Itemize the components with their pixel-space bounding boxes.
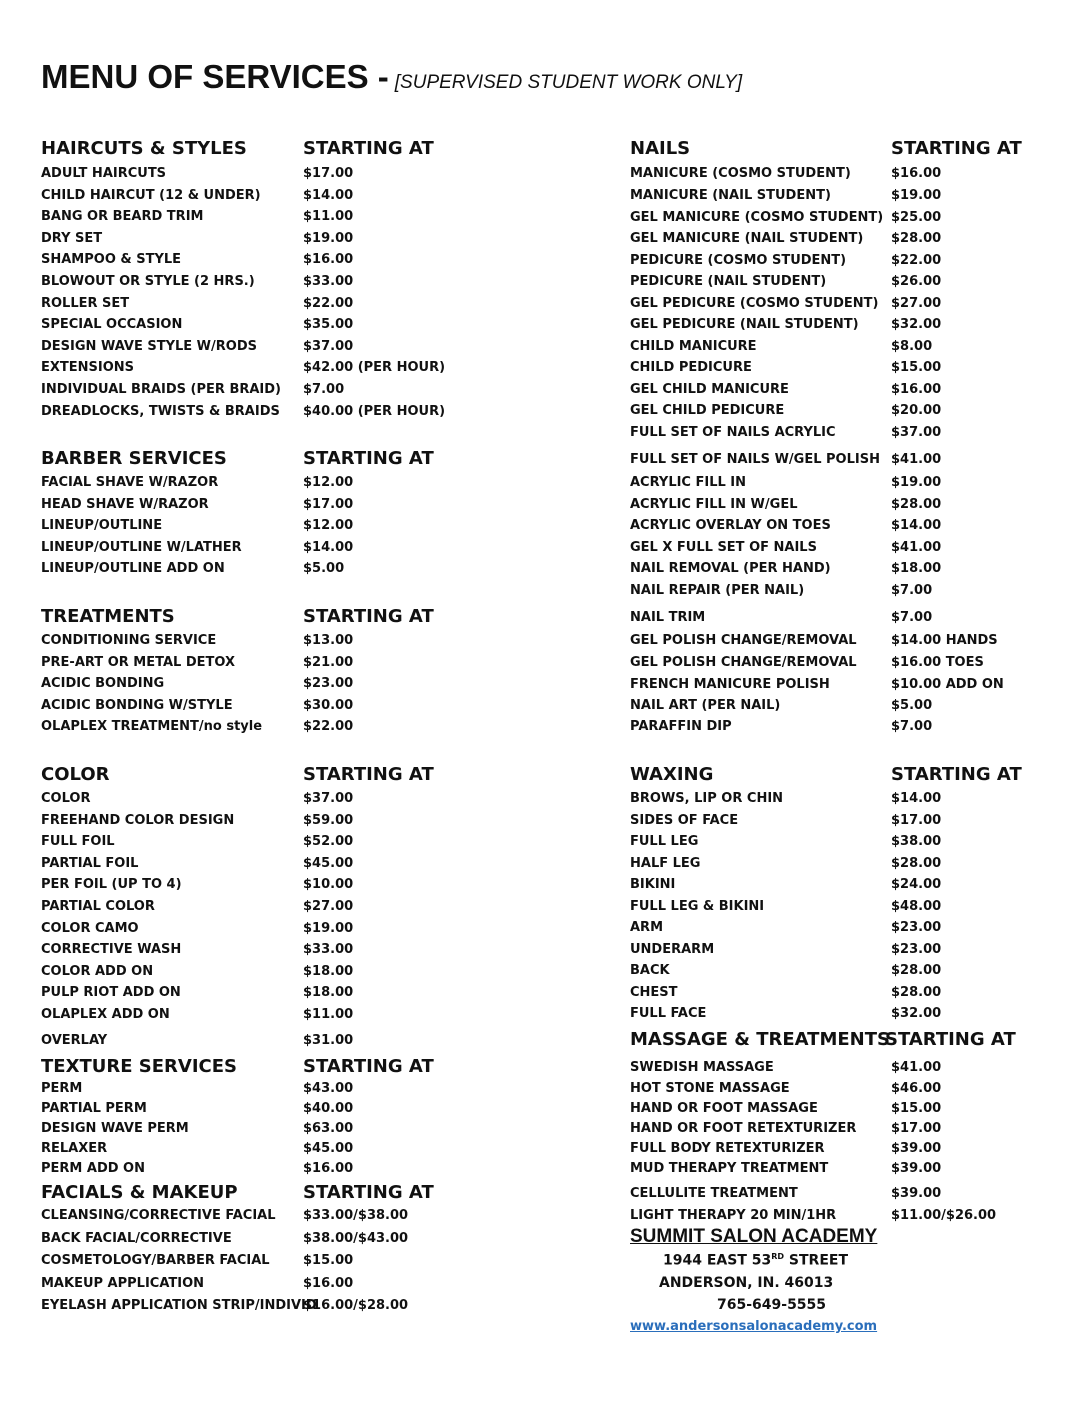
service-price: $5.00 bbox=[303, 561, 345, 576]
service-price: $15.00 bbox=[891, 1101, 942, 1116]
service-price: $18.00 bbox=[303, 963, 354, 979]
service-price: $19.00 bbox=[891, 188, 942, 203]
service-price: $33.00 bbox=[303, 274, 354, 289]
service-price: $39.00 bbox=[891, 1161, 942, 1176]
service-name: FULL SET OF NAILS W/GEL POLISH bbox=[630, 452, 880, 467]
service-price: $14.00 bbox=[303, 187, 354, 203]
service-name: DESIGN WAVE STYLE W/RODS bbox=[41, 338, 257, 354]
service-name: LINEUP/OUTLINE ADD ON bbox=[41, 561, 225, 576]
starting-at-label: STARTING AT bbox=[303, 1182, 434, 1203]
service-price: $23.00 bbox=[891, 920, 942, 935]
service-name: GEL CHILD MANICURE bbox=[630, 382, 789, 397]
service-price: $39.00 bbox=[891, 1141, 942, 1156]
academy-street bbox=[663, 1252, 848, 1269]
service-name: COLOR bbox=[41, 791, 91, 806]
service-name: CHILD PEDICURE bbox=[630, 360, 752, 375]
menu-subtitle: [SUPERVISED STUDENT WORK ONLY] bbox=[394, 72, 743, 93]
service-name: GEL POLISH CHANGE/REMOVAL bbox=[630, 655, 857, 670]
service-name: FRENCH MANICURE POLISH bbox=[630, 677, 830, 692]
service-price: $16.00 bbox=[303, 1275, 354, 1291]
section-title: HAIRCUTS & STYLES bbox=[41, 138, 247, 159]
service-name: CHILD HAIRCUT (12 & UNDER) bbox=[41, 187, 261, 203]
service-name: CONDITIONING SERVICE bbox=[41, 633, 217, 648]
service-name: BANG OR BEARD TRIM bbox=[41, 209, 204, 225]
service-name: HOT STONE MASSAGE bbox=[630, 1081, 790, 1096]
service-name: CORRECTIVE WASH bbox=[41, 942, 182, 958]
service-name: NAIL REMOVAL (PER HAND) bbox=[630, 561, 831, 576]
service-name: PARTIAL COLOR bbox=[41, 899, 155, 914]
service-price: $18.00 bbox=[891, 561, 942, 576]
service-name: FULL FOIL bbox=[41, 834, 115, 850]
service-name: MUD THERAPY TREATMENT bbox=[630, 1161, 829, 1176]
service-price: $22.00 bbox=[303, 295, 354, 311]
service-price: $7.00 bbox=[891, 610, 933, 625]
service-price: $14.00 bbox=[303, 539, 354, 555]
service-name: OLAPLEX TREATMENT/no style bbox=[41, 719, 263, 735]
service-price: $17.00 bbox=[891, 812, 942, 828]
service-name: BLOWOUT OR STYLE (2 HRS.) bbox=[41, 274, 255, 289]
service-price: $45.00 bbox=[303, 855, 354, 871]
service-price: $19.00 bbox=[303, 920, 354, 936]
service-price: $28.00 bbox=[891, 855, 942, 871]
service-name: COLOR ADD ON bbox=[41, 963, 154, 979]
service-name: ACRYLIC FILL IN W/GEL bbox=[630, 497, 798, 512]
service-name: SHAMPOO & STYLE bbox=[41, 252, 182, 268]
service-name: ACIDIC BONDING bbox=[41, 676, 165, 692]
street-name: STREET bbox=[784, 1252, 849, 1269]
service-name: ACRYLIC FILL IN bbox=[630, 475, 747, 490]
starting-at-label: STARTING AT bbox=[303, 448, 434, 469]
service-name: SIDES OF FACE bbox=[630, 812, 739, 828]
service-price: $11.00 bbox=[303, 1007, 354, 1022]
service-price: $17.00 bbox=[891, 1121, 942, 1136]
section-title: TEXTURE SERVICES bbox=[41, 1056, 237, 1077]
service-price: $37.00 bbox=[891, 425, 942, 440]
service-price: $11.00/$26.00 bbox=[891, 1208, 997, 1223]
service-name: EXTENSIONS bbox=[41, 360, 135, 376]
service-price: $16.00 TOES bbox=[891, 655, 984, 670]
service-name: PRE-ART OR METAL DETOX bbox=[41, 654, 235, 670]
service-name: BIKINI bbox=[630, 877, 676, 892]
service-name: HEAD SHAVE W/RAZOR bbox=[41, 496, 209, 512]
section-title: COLOR bbox=[41, 764, 110, 785]
service-price: $41.00 bbox=[891, 452, 942, 467]
service-price: $38.00/$43.00 bbox=[303, 1230, 409, 1246]
service-name: PARAFFIN DIP bbox=[630, 719, 732, 734]
service-name: LINEUP/OUTLINE bbox=[41, 518, 163, 533]
service-price: $38.00 bbox=[891, 834, 942, 849]
academy-website-link[interactable]: www.andersonsalonacademy.com bbox=[630, 1319, 878, 1334]
service-name: ACIDIC BONDING W/STYLE bbox=[41, 697, 233, 713]
service-name: CELLULITE TREATMENT bbox=[630, 1186, 798, 1201]
service-name: BROWS, LIP OR CHIN bbox=[630, 791, 784, 806]
service-name: PER FOIL (UP TO 4) bbox=[41, 877, 182, 893]
service-price: $16.00/$28.00 bbox=[303, 1298, 409, 1313]
service-price: $16.00 bbox=[303, 1161, 354, 1176]
service-price: $22.00 bbox=[303, 719, 354, 735]
service-name: BACK bbox=[630, 963, 670, 978]
service-price: $19.00 bbox=[303, 230, 354, 246]
service-name: GEL X FULL SET OF NAILS bbox=[630, 540, 817, 555]
service-price: $39.00 bbox=[891, 1186, 942, 1201]
service-price: $20.00 bbox=[891, 403, 942, 418]
service-price: $32.00 bbox=[891, 317, 942, 332]
service-price: $43.00 bbox=[303, 1081, 354, 1096]
service-name: NAIL TRIM bbox=[630, 610, 706, 625]
service-price: $48.00 bbox=[891, 898, 942, 914]
service-name: GEL CHILD PEDICURE bbox=[630, 403, 785, 418]
service-name: GEL MANICURE (COSMO STUDENT) bbox=[630, 210, 884, 225]
service-name: FULL LEG bbox=[630, 834, 699, 849]
section-title: WAXING bbox=[630, 764, 714, 785]
service-price: $42.00 (PER HOUR) bbox=[303, 360, 446, 376]
service-price: $18.00 bbox=[303, 985, 354, 1001]
service-name: RELAXER bbox=[41, 1141, 108, 1156]
service-price: $8.00 bbox=[891, 339, 933, 354]
service-price: $14.00 HANDS bbox=[891, 633, 998, 648]
starting-at-label: STARTING AT bbox=[891, 764, 1022, 785]
service-price: $35.00 bbox=[303, 317, 354, 333]
service-price: $27.00 bbox=[303, 899, 354, 914]
service-name: EYELASH APPLICATION STRIP/INDIVID bbox=[41, 1298, 317, 1313]
service-name: FULL FACE bbox=[630, 1006, 707, 1021]
service-name: ADULT HAIRCUTS bbox=[41, 166, 167, 181]
service-name: COLOR CAMO bbox=[41, 920, 139, 936]
service-name: INDIVIDUAL BRAIDS (PER BRAID) bbox=[41, 382, 281, 397]
service-price: $40.00 bbox=[303, 1101, 354, 1116]
service-name: ACRYLIC OVERLAY ON TOES bbox=[630, 518, 831, 533]
service-price: $40.00 (PER HOUR) bbox=[303, 403, 446, 419]
service-price: $21.00 bbox=[303, 654, 354, 670]
service-price: $37.00 bbox=[303, 338, 354, 354]
service-price: $33.00 bbox=[303, 942, 354, 958]
street-number: 1944 EAST 53 bbox=[663, 1252, 772, 1269]
service-price: $30.00 bbox=[303, 697, 354, 713]
service-name: CHEST bbox=[630, 984, 678, 1000]
section-title: BARBER SERVICES bbox=[41, 448, 227, 469]
service-name: GEL MANICURE (NAIL STUDENT) bbox=[630, 231, 864, 246]
service-price: $12.00 bbox=[303, 475, 354, 490]
academy-phone: 765-649-5555 bbox=[717, 1297, 827, 1313]
service-name: CLEANSING/CORRECTIVE FACIAL bbox=[41, 1208, 276, 1223]
service-name: SPECIAL OCCASION bbox=[41, 317, 183, 333]
starting-at-label: STARTING AT bbox=[303, 606, 434, 627]
service-price: $23.00 bbox=[891, 941, 942, 957]
service-name: DRY SET bbox=[41, 230, 103, 246]
service-price: $26.00 bbox=[891, 274, 942, 289]
service-price: $28.00 bbox=[891, 497, 942, 512]
service-price: $17.00 bbox=[303, 496, 354, 512]
section-title: MASSAGE & TREATMENTS bbox=[630, 1029, 890, 1050]
service-price: $25.00 bbox=[891, 210, 942, 225]
service-price: $52.00 bbox=[303, 834, 354, 850]
service-name: DREADLOCKS, TWISTS & BRAIDS bbox=[41, 403, 280, 419]
service-price: $19.00 bbox=[891, 475, 942, 490]
service-price: $37.00 bbox=[303, 791, 354, 806]
service-price: $45.00 bbox=[303, 1141, 354, 1156]
service-price: $32.00 bbox=[891, 1006, 942, 1021]
service-name: DESIGN WAVE PERM bbox=[41, 1121, 189, 1136]
service-price: $14.00 bbox=[891, 518, 942, 533]
service-price: $12.00 bbox=[303, 518, 354, 533]
service-price: $15.00 bbox=[891, 360, 942, 375]
service-price: $28.00 bbox=[891, 984, 942, 1000]
service-price: $16.00 bbox=[303, 252, 354, 268]
service-price: $15.00 bbox=[303, 1253, 354, 1268]
service-price: $13.00 bbox=[303, 633, 354, 648]
service-name: LIGHT THERAPY 20 MIN/1HR bbox=[630, 1208, 837, 1223]
service-name: NAIL REPAIR (PER NAIL) bbox=[630, 583, 805, 598]
section-title: NAILS bbox=[630, 138, 691, 159]
service-name: PARTIAL PERM bbox=[41, 1101, 147, 1116]
service-price: $16.00 bbox=[891, 382, 942, 397]
service-price: $16.00 bbox=[891, 166, 942, 181]
starting-at-label: STARTING AT bbox=[303, 138, 434, 159]
starting-at-label: STARTING AT bbox=[885, 1029, 1016, 1050]
service-price: $11.00 bbox=[303, 209, 354, 225]
academy-name: SUMMIT SALON ACADEMY bbox=[630, 1226, 878, 1247]
service-name: GEL PEDICURE (NAIL STUDENT) bbox=[630, 317, 859, 332]
service-price: $10.00 bbox=[303, 877, 354, 893]
service-price: $14.00 bbox=[891, 791, 942, 806]
service-name: FULL BODY RETEXTURIZER bbox=[630, 1141, 825, 1156]
service-name: FACIAL SHAVE W/RAZOR bbox=[41, 475, 219, 490]
section-title: FACIALS & MAKEUP bbox=[41, 1182, 238, 1203]
service-name: GEL PEDICURE (COSMO STUDENT) bbox=[630, 296, 879, 311]
starting-at-label: STARTING AT bbox=[303, 1056, 434, 1077]
service-name: PARTIAL FOIL bbox=[41, 855, 139, 871]
service-price: $7.00 bbox=[891, 719, 933, 734]
service-price: $28.00 bbox=[891, 963, 942, 978]
service-name: PEDICURE (COSMO STUDENT) bbox=[630, 253, 847, 268]
service-price: $59.00 bbox=[303, 812, 354, 828]
service-name: PULP RIOT ADD ON bbox=[41, 985, 181, 1001]
service-price: $7.00 bbox=[303, 382, 345, 397]
service-name: HAND OR FOOT MASSAGE bbox=[630, 1101, 818, 1116]
service-price: $5.00 bbox=[891, 698, 933, 713]
section-title: TREATMENTS bbox=[41, 606, 175, 627]
service-price: $33.00/$38.00 bbox=[303, 1208, 409, 1223]
service-name: HAND OR FOOT RETEXTURIZER bbox=[630, 1121, 857, 1136]
service-name: FREEHAND COLOR DESIGN bbox=[41, 812, 235, 828]
service-price: $7.00 bbox=[891, 583, 933, 598]
starting-at-label: STARTING AT bbox=[891, 138, 1022, 159]
street-suffix: RD bbox=[771, 1252, 785, 1261]
service-price: $23.00 bbox=[303, 676, 354, 692]
menu-title: MENU OF SERVICES - bbox=[41, 58, 389, 95]
service-name: ARM bbox=[630, 920, 664, 935]
service-price: $24.00 bbox=[891, 877, 942, 892]
service-price: $63.00 bbox=[303, 1121, 354, 1136]
service-price: $22.00 bbox=[891, 253, 942, 268]
starting-at-label: STARTING AT bbox=[303, 764, 434, 785]
service-name: COSMETOLOGY/BARBER FACIAL bbox=[41, 1253, 270, 1268]
service-name: PERM ADD ON bbox=[41, 1161, 145, 1176]
service-name: LINEUP/OUTLINE W/LATHER bbox=[41, 539, 242, 555]
service-price: $17.00 bbox=[303, 166, 354, 181]
service-name: MAKEUP APPLICATION bbox=[41, 1275, 205, 1291]
academy-city: ANDERSON, IN. 46013 bbox=[659, 1275, 834, 1291]
service-price: $41.00 bbox=[891, 1060, 942, 1075]
service-price: $46.00 bbox=[891, 1081, 942, 1096]
service-name: NAIL ART (PER NAIL) bbox=[630, 698, 781, 713]
service-price: $31.00 bbox=[303, 1032, 354, 1048]
service-name: PERM bbox=[41, 1081, 83, 1096]
service-name: SWEDISH MASSAGE bbox=[630, 1060, 774, 1075]
service-name: FULL LEG & BIKINI bbox=[630, 898, 765, 914]
service-name: UNDERARM bbox=[630, 941, 715, 957]
service-price: $10.00 ADD ON bbox=[891, 677, 1004, 692]
left-column bbox=[41, 0, 581, 1402]
service-name: PEDICURE (NAIL STUDENT) bbox=[630, 274, 827, 289]
service-name: CHILD MANICURE bbox=[630, 339, 757, 354]
service-name: HALF LEG bbox=[630, 855, 701, 871]
service-price: $41.00 bbox=[891, 540, 942, 555]
service-name: MANICURE (NAIL STUDENT) bbox=[630, 188, 831, 203]
right-column bbox=[630, 0, 1070, 1402]
service-price: $28.00 bbox=[891, 231, 942, 246]
service-name: MANICURE (COSMO STUDENT) bbox=[630, 166, 851, 181]
service-name: GEL POLISH CHANGE/REMOVAL bbox=[630, 633, 857, 648]
service-name: OVERLAY bbox=[41, 1032, 108, 1048]
service-price: $27.00 bbox=[891, 296, 942, 311]
service-name: OLAPLEX ADD ON bbox=[41, 1007, 170, 1022]
service-name: BACK FACIAL/CORRECTIVE bbox=[41, 1230, 232, 1246]
service-name: ROLLER SET bbox=[41, 295, 130, 311]
service-name: FULL SET OF NAILS ACRYLIC bbox=[630, 425, 836, 440]
